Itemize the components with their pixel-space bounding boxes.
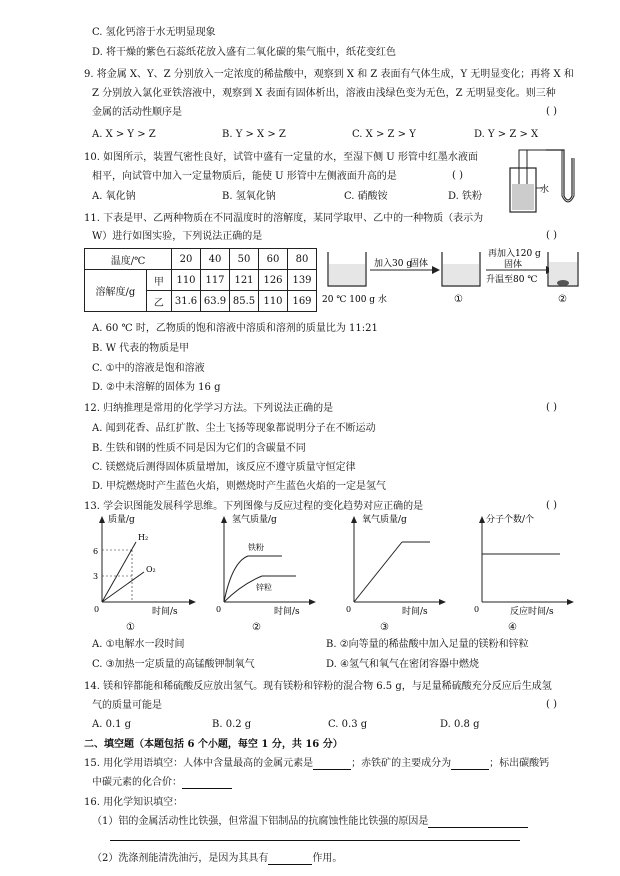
q12-answer-paren: ( ) [546,402,557,413]
g4-y-label: 分子个数/个 [486,515,535,525]
graph-2 [216,514,316,633]
q16-part-2-text-b: 作用。 [312,853,343,864]
g1-o2-label: O₂ [146,565,156,574]
q14-option-d: D. 0.8 g [440,719,480,730]
q16-part-1 [92,815,528,828]
q11-stem-1: 11. 下表是甲、乙两种物质在不同温度时的溶解度，某同学取甲、乙中的一种物质（表示为 [84,213,484,224]
value-cell: 110 [259,291,288,312]
q12-stem: 12. 归纳推理是常用的化学学习方法。下列说法正确的是 [84,403,334,414]
q16-part-1-text: （1）铝的金属活动性比铁强，但常温下铝制品的抗腐蚀性能比铁强的原因是 [92,816,429,827]
value-cell: 31.6 [172,291,201,312]
q9-stem-3: 金属的活动性顺序是 [92,107,182,118]
q11-answer-paren: ( ) [546,230,557,241]
q12-option-d: D. 甲烷燃烧时产生蓝色火焰，则燃烧时产生蓝色火焰的一定是氢气 [92,481,387,492]
q15-blank-2[interactable] [451,759,489,770]
g4-x-label: 反应时间/s [510,607,554,617]
value-cell: 85.5 [230,291,259,312]
g1-x-label: 时间/s [152,607,178,617]
g2-x-label: 时间/s [274,607,300,617]
add-120g-label: 再加入120 g [488,249,541,259]
q10-stem-1: 10. 如图所示，装置气密性良好，试管中盛有一定量的水，至湿下侧 U 形管中红墨水液面 [84,152,478,163]
graph-3 [346,514,446,633]
beaker-2-label: ② [558,294,567,305]
q14-stem-2: 气的质量可能是 [92,700,162,711]
value-cell: 169 [288,291,317,312]
q9-answer-paren: ( ) [546,106,557,117]
temp-cell: 60 [259,249,288,270]
q16-blank-1[interactable] [428,817,528,828]
g2-y-label: 氢气质量/g [232,515,277,525]
value-cell: 110 [172,270,201,291]
value-cell: 126 [259,270,288,291]
add-30g-label: 加入30 g [374,259,413,269]
solid-label-1: 固体 [410,259,429,269]
q14-option-b: B. 0.2 g [212,719,252,730]
substance-cell: 甲 [146,270,171,291]
solubility-label-cell: 溶解度/g [85,270,147,312]
q13-stem: 13. 学会识图能发展科学思维。下列图像与反应过程的变化趋势对应正确的是 [84,501,424,512]
temp-cell: 20 [172,249,201,270]
g3-x-label: 时间/s [402,607,428,617]
q15-text-3: ；标出碳酸钙 [489,758,550,769]
substance-cell: 乙 [146,291,171,312]
q14-stem-1: 14. 镁和锌都能和稀硫酸反应放出氢气。现有镁粉和锌粉的混合物 6.5 g，与足量稀硫酸充分反应后生成氢 [84,681,552,692]
g1-tick-6: 6 [93,547,99,556]
solubility-table [84,248,317,312]
q10-option-d: D. 铁粉 [448,191,483,202]
q13-answer-paren: ( ) [546,500,557,511]
table-row [85,249,317,270]
q13-graphs [86,514,586,634]
q10-option-a: A. 氧化钠 [92,191,136,202]
q11-stem-2: W）进行如图实验，下列说法正确的是 [92,231,263,242]
q14-answer-paren: ( ) [546,699,557,710]
g3-y-label: 氧气质量/g [362,515,407,525]
q11-experiment-figure [318,246,580,308]
q15-line-2 [92,776,232,789]
q8-option-d: D. 将干燥的紫色石蕊纸花放入盛有二氧化碳的集气瓶中，纸花变红色 [92,47,397,58]
q13-option-a: A. ①电解水一段时间 [92,639,185,650]
temp-cell: 50 [230,249,259,270]
q16-blank-1-continued[interactable] [110,840,520,841]
q16-part-2-text-a: （2）洗涤剂能清洗油污，是因为其具有 [92,853,269,864]
value-cell: 63.9 [201,291,230,312]
table-row [85,270,317,291]
g3-origin: 0 [346,605,352,614]
q9-stem-2: Z 分别放入氯化亚铁溶液中，观察到 X 表面有固体析出，溶液由浅绿色变为无色，Z 无明显变化。则三种 [92,88,556,99]
value-cell: 117 [201,270,230,291]
q13-option-d: D. ④氢气和氧气在密闭容器中燃烧 [326,659,479,670]
q10-water-label: 水 [540,185,550,195]
solid-label-2: 固体 [504,260,523,270]
g1-h2-label: H₂ [138,533,149,542]
q11-option-c: C. ①中的溶液是饱和溶液 [92,363,205,374]
g1-tick-3: 3 [93,572,99,581]
q11-option-b: B. W 代表的物质是甲 [92,343,190,354]
g4-origin: 0 [474,605,480,614]
q9-option-d: D. Y > Z > X [474,129,539,140]
section-2-heading: 二、填空题（本题包括 6 个小题，每空 1 分，共 16 分） [84,739,343,750]
q11-option-a: A. 60 ℃ 时，乙物质的饱和溶液中溶质和溶剂的质量比为 11:21 [92,323,378,334]
q13-option-c: C. ③加热一定质量的高锰酸钾制氧气 [92,659,255,670]
beaker-1-label: ① [454,294,463,305]
q15-text-1: 15. 用化学用语填空：人体中含量最高的金属元素是 [84,758,314,769]
q16-part-2 [92,852,342,865]
graph-4 [474,514,574,633]
g1-origin: 0 [94,605,100,614]
q10-option-c: C. 硝酸铵 [344,191,388,202]
temp-cell: 40 [201,249,230,270]
q10-apparatus-figure [506,144,586,220]
temp-cell: 80 [288,249,317,270]
q10-option-b: B. 氢氧化钠 [222,191,276,202]
graph-3-label: ③ [380,622,389,633]
q9-option-c: C. X > Z > Y [352,129,416,140]
q14-option-c: C. 0.3 g [328,719,368,730]
q15-blank-1[interactable] [313,759,351,770]
graph-4-label: ④ [508,622,517,633]
q15-line-1 [84,757,549,770]
q8-option-c: C. 氢化钙溶于水无明显现象 [92,27,216,38]
q10-stem-2: 相平，向试管中加入一定量物质后，能使 U 形管中左侧液面升高的是 [92,171,397,182]
water-label: 20 ℃ 100 g 水 [322,295,387,305]
q16-stem: 16. 用化学知识填空： [84,797,184,808]
q14-option-a: A. 0.1 g [92,719,132,730]
q12-option-c: C. 镁燃烧后测得固体质量增加，该反应不遵守质量守恒定律 [92,462,356,473]
q10-answer-paren: ( ) [452,170,463,181]
g2-origin: 0 [216,605,222,614]
q11-option-d: D. ②中未溶解的固体为 16 g [92,382,221,393]
g2-zn-label: 锌粒 [256,583,272,592]
q13-option-b: B. ②向等量的稀盐酸中加入足量的镁粉和锌粒 [326,639,529,650]
q12-option-a: A. 闻到花香、品红扩散、尘土飞扬等现象都说明分子在不断运动 [92,423,376,434]
q15-blank-3[interactable] [182,778,232,789]
value-cell: 121 [230,270,259,291]
graph-1 [93,514,196,633]
temp-label-cell: 温度/℃ [85,249,172,270]
q16-blank-2[interactable] [268,854,312,865]
heat-label: 升温至80 ℃ [486,275,538,285]
q15-text-2: ；赤铁矿的主要成分为 [351,758,452,769]
q9-stem-1: 9. 将金属 X、Y、Z 分别放入一定浓度的稀盐酸中，观察到 X 和 Z 表面有气体生成，Y 无明显变化；再将 X 和 [84,69,574,80]
q15-text-4: 中碳元素的化合价： [92,777,182,788]
q9-option-a: A. X > Y > Z [92,129,156,140]
graph-1-label: ① [126,622,135,633]
g1-y-label: 质量/g [108,515,135,525]
value-cell: 139 [288,270,317,291]
q12-option-b: B. 生铁和钢的性质不同是因为它们的含碳量不同 [92,443,306,454]
q9-option-b: B. Y > X > Z [222,129,286,140]
graph-2-label: ② [252,622,261,633]
g2-fe-label: 铁粉 [248,543,264,552]
